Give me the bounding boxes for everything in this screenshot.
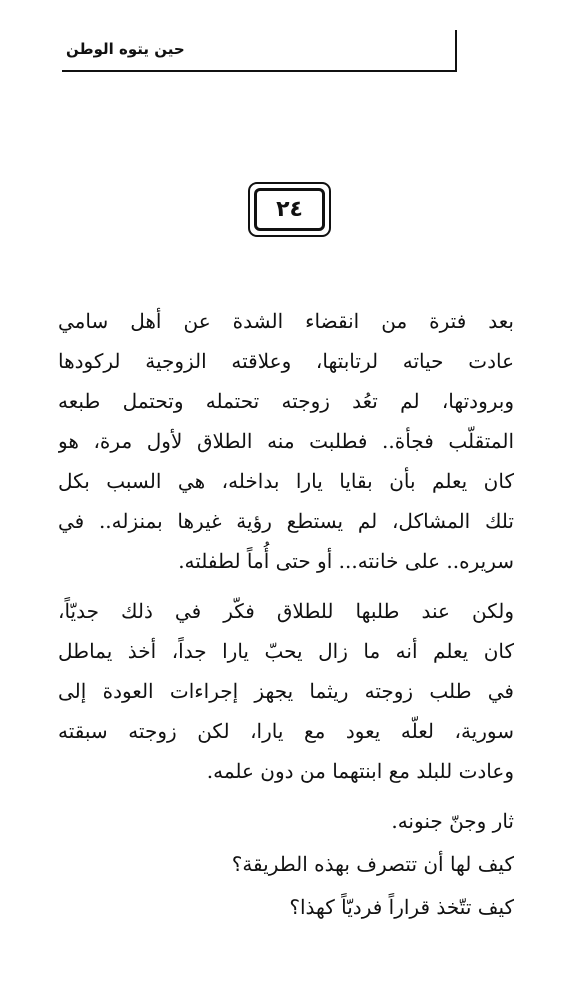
text-line: ولكن عند طلبها للطلاق فكّر في ذلك جديّاً،	[58, 599, 514, 623]
chapter-body	[58, 301, 514, 927]
paragraph-4	[58, 844, 514, 884]
paragraph-3	[58, 801, 514, 841]
text-line: عادت حياته لرتابتها، وعلاقته الزوجية لركودها	[58, 349, 514, 373]
paragraph-5	[58, 887, 514, 927]
running-head	[62, 30, 457, 72]
text-line: المتقلّب فجأة.. فطلبت منه الطلاق لأول مرة، هو	[58, 429, 514, 453]
text-line: كان يعلم بأن بقايا يارا بداخله، هي السبب بكل	[58, 469, 514, 493]
text-line: في طلب زوجته ريثما يجهز إجراءات العودة إلى	[58, 679, 514, 703]
text-line: سورية، لعلّه يعود مع يارا، لكن زوجته سبقته	[58, 719, 514, 743]
text-line: كيف تتّخذ قراراً فرديّاً كهذا؟	[289, 895, 514, 919]
text-line: كان يعلم أنه ما زال يحبّ يارا جداً، أخذ يماطل	[58, 639, 514, 663]
book-title: حين يتوه الوطن	[66, 40, 185, 58]
text-line: ثار وجنّ جنونه.	[391, 809, 514, 833]
text-line: سريره.. على خانته... أو حتى أُماً لطفلته.	[178, 549, 514, 573]
text-line: تلك المشاكل، لم يستطع رؤية غيرها بمنزله.. في	[58, 509, 514, 533]
text-line: وعادت للبلد مع ابنتهما من دون علمه.	[206, 759, 514, 783]
paragraph-2	[58, 591, 514, 791]
text-line: كيف لها أن تتصرف بهذه الطريقة؟	[231, 852, 514, 876]
paragraph-1	[58, 301, 514, 581]
text-line: وبرودتها، لم تعُد زوجته تحتمله وتحتمل طبعه	[58, 389, 514, 413]
text-line: بعد فترة من انقضاء الشدة عن أهل سامي	[58, 309, 514, 333]
chapter-number-frame	[248, 182, 331, 237]
chapter-number: ٢٤	[254, 188, 325, 231]
